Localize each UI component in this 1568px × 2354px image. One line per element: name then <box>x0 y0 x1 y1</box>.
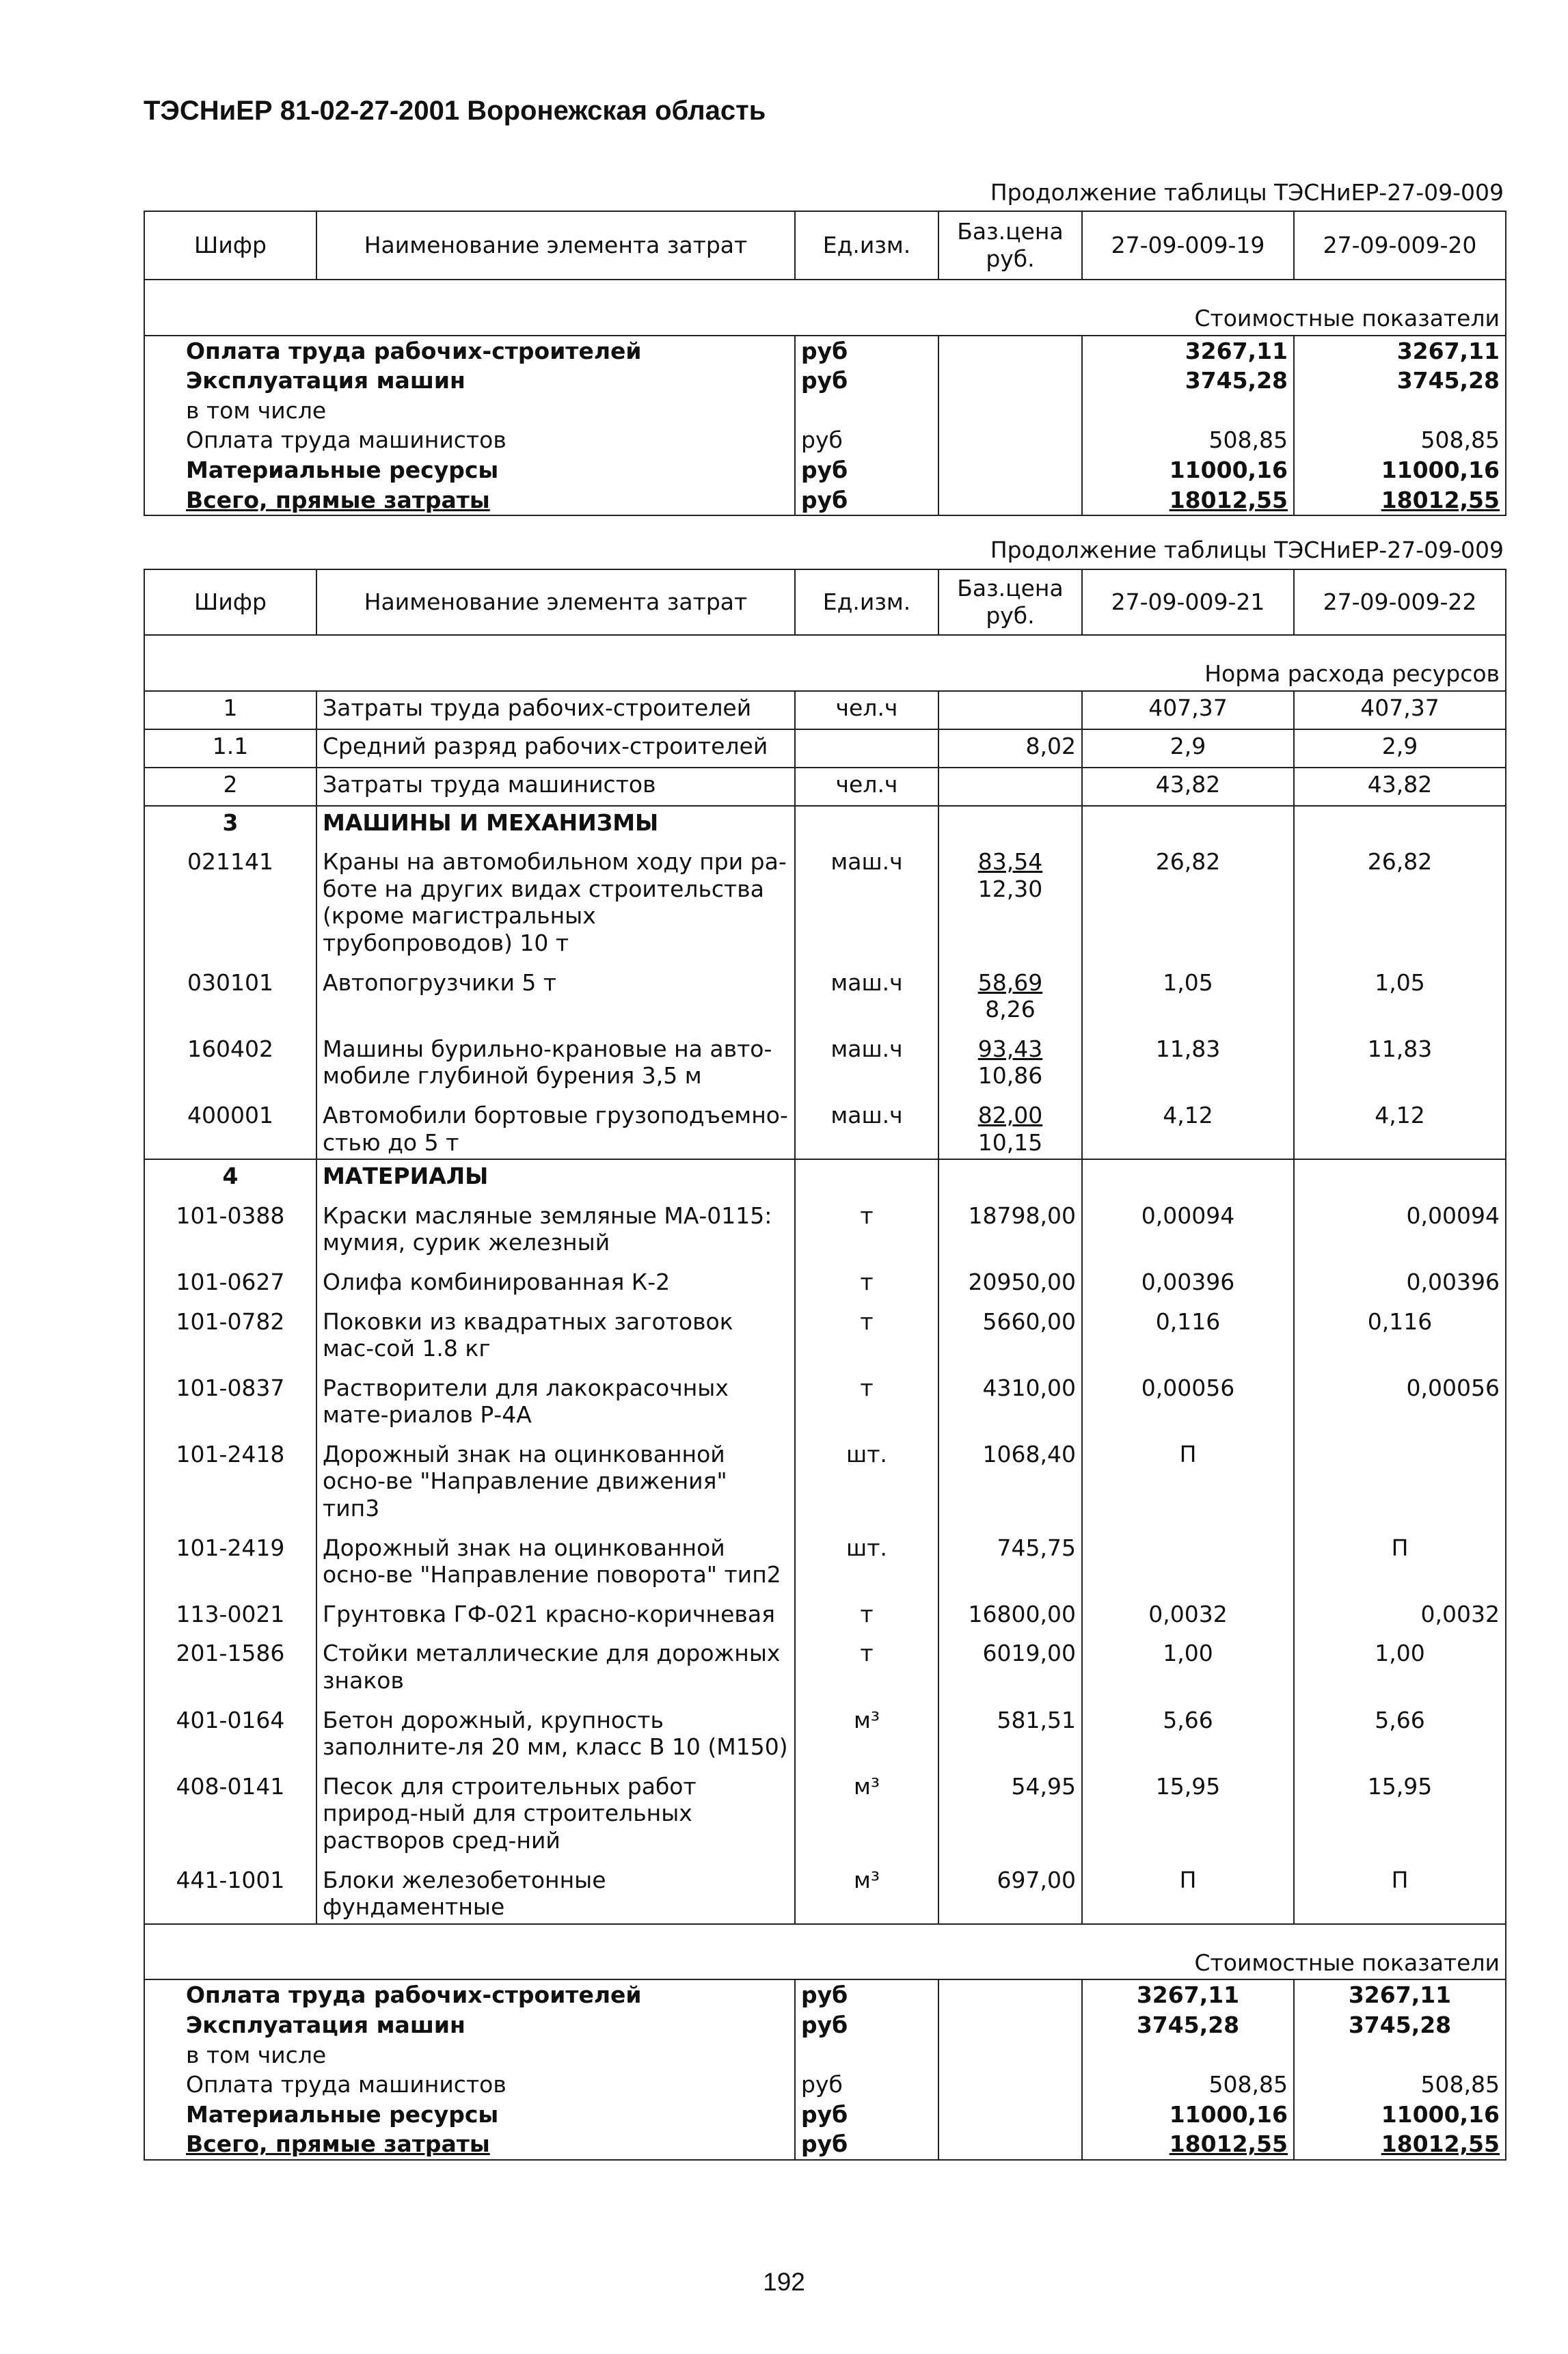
table-row <box>144 1365 1506 1431</box>
row-value-a: 2,9 <box>1082 729 1294 768</box>
row-unit: руб <box>795 1979 938 2010</box>
row-value-b <box>1294 1431 1506 1525</box>
row-value-b: 407,37 <box>1294 691 1506 729</box>
row-price <box>938 691 1082 729</box>
row-name: Растворители для лакокрасочных мате-риалов Р-4А <box>316 1365 795 1431</box>
row-price-1: 93,43 <box>977 1035 1043 1062</box>
row-unit: чел.ч <box>795 768 938 806</box>
row-price: 5660,00 <box>938 1299 1082 1365</box>
row-price <box>938 960 1082 1026</box>
row-unit: чел.ч <box>795 691 938 729</box>
row-value-a: 0,116 <box>1082 1299 1294 1365</box>
row-unit: маш.ч <box>795 1026 938 1092</box>
row-value-a: 0,00094 <box>1082 1193 1294 1259</box>
row-name: Материальные ресурсы <box>144 455 795 485</box>
row-code: 021141 <box>144 839 316 959</box>
col-code-header: Шифр <box>144 211 316 280</box>
row-value-b: 0,00094 <box>1294 1193 1506 1259</box>
row-price-2: 10,86 <box>977 1062 1043 1090</box>
row-unit: руб <box>795 366 938 396</box>
table-row <box>144 1857 1506 1924</box>
row-name: в том числе <box>144 396 795 426</box>
table1-section-row <box>144 280 1506 336</box>
table-row <box>144 1092 1506 1159</box>
row-value-a: 3267,11 <box>1082 1979 1294 2010</box>
row-value-a: 407,37 <box>1082 691 1294 729</box>
row-value-a: 508,85 <box>1082 2070 1294 2100</box>
row-code: 201-1586 <box>144 1630 316 1696</box>
table-row <box>144 1630 1506 1696</box>
row-value-b: 0,00396 <box>1294 1259 1506 1299</box>
row-name: Олифа комбинированная К-2 <box>316 1259 795 1299</box>
table-row <box>144 1299 1506 1365</box>
row-name: Дорожный знак на оцинкованной осно-ве "Направление поворота" тип2 <box>316 1525 795 1591</box>
row-name: Краны на автомобильном ходу при ра-боте на других видах строительства (кроме магистральных трубопроводов) 10 т <box>316 839 795 959</box>
table-row <box>144 485 1506 516</box>
row-unit: шт. <box>795 1431 938 1525</box>
row-name: Песок для строительных работ природ-ный для строительных растворов сред-ний <box>316 1763 795 1857</box>
row-price: 4310,00 <box>938 1365 1082 1431</box>
table-row <box>144 1026 1506 1092</box>
col-unit-header: Ед.изм. <box>795 211 938 280</box>
col-b-header: 27-09-009-20 <box>1294 211 1506 280</box>
col-unit-header: Ед.изм. <box>795 569 938 635</box>
row-value-a: 1,05 <box>1082 960 1294 1026</box>
section-header-row <box>144 1159 1506 1193</box>
row-value-a: П <box>1082 1857 1294 1924</box>
row-value-b: 1,05 <box>1294 960 1506 1026</box>
row-value-b: 508,85 <box>1294 425 1506 455</box>
row-price <box>938 1026 1082 1092</box>
row-price-1: 82,00 <box>977 1101 1043 1128</box>
row-unit: м³ <box>795 1763 938 1857</box>
row-code: 101-2418 <box>144 1431 316 1525</box>
page-number: 192 <box>763 2268 805 2296</box>
row-name: Эксплуатация машин <box>144 2010 795 2040</box>
table-row <box>144 1979 1506 2010</box>
row-code: 3 <box>144 806 316 839</box>
row-name: Оплата труда машинистов <box>144 425 795 455</box>
row-name: Грунтовка ГФ-021 красно-коричневая <box>316 1591 795 1631</box>
row-code: 101-0782 <box>144 1299 316 1365</box>
row-code: 101-0837 <box>144 1365 316 1431</box>
row-code: 030101 <box>144 960 316 1026</box>
row-price-2: 12,30 <box>977 875 1043 902</box>
col-b-header: 27-09-009-22 <box>1294 569 1506 635</box>
table2-caption: Продолжение таблицы ТЭСНиЕР-27-09-009 <box>990 537 1504 563</box>
table-row <box>144 455 1506 485</box>
row-price-1: 83,54 <box>977 848 1043 876</box>
row-value-a: 3745,28 <box>1082 366 1294 396</box>
row-value-a: 0,00396 <box>1082 1259 1294 1299</box>
row-value-b: 2,9 <box>1294 729 1506 768</box>
row-value-a: 3267,11 <box>1082 336 1294 366</box>
table-row <box>144 425 1506 455</box>
row-value-b: 26,82 <box>1294 839 1506 959</box>
row-unit: руб <box>795 425 938 455</box>
section-title: Стоимостные показатели <box>144 280 1506 336</box>
row-unit: т <box>795 1193 938 1259</box>
table-row <box>144 960 1506 1026</box>
table-row <box>144 729 1506 768</box>
row-unit: маш.ч <box>795 1092 938 1159</box>
col-a-header: 27-09-009-21 <box>1082 569 1294 635</box>
table-row <box>144 1697 1506 1763</box>
row-name: Блоки железобетонные фундаментные <box>316 1857 795 1924</box>
table2-section-cost-row <box>144 1924 1506 1980</box>
row-value-b: 0,0032 <box>1294 1591 1506 1631</box>
row-price <box>938 839 1082 959</box>
row-value-a: 4,12 <box>1082 1092 1294 1159</box>
col-price-header-line2: руб. <box>986 245 1035 272</box>
row-code: 2 <box>144 768 316 806</box>
table-row <box>144 2010 1506 2040</box>
row-unit: маш.ч <box>795 839 938 959</box>
row-name: Автомобили бортовые грузоподъемно-стью до 5 т <box>316 1092 795 1159</box>
row-value-b: 18012,55 <box>1294 2129 1506 2160</box>
table-row <box>144 691 1506 729</box>
row-price: 18798,00 <box>938 1193 1082 1259</box>
row-value-b: 3267,11 <box>1294 1979 1506 2010</box>
table-row <box>144 1193 1506 1259</box>
row-value-a: П <box>1082 1431 1294 1525</box>
row-price: 16800,00 <box>938 1591 1082 1631</box>
table-row <box>144 336 1506 366</box>
row-value-b: П <box>1294 1525 1506 1591</box>
row-price: 745,75 <box>938 1525 1082 1591</box>
row-value-b: 15,95 <box>1294 1763 1506 1857</box>
row-name: МАШИНЫ И МЕХАНИЗМЫ <box>316 806 795 839</box>
section-title: Норма расхода ресурсов <box>144 635 1506 691</box>
table1 <box>144 211 1506 516</box>
row-name: Материальные ресурсы <box>144 2100 795 2130</box>
row-value-b: 5,66 <box>1294 1697 1506 1763</box>
col-price-header-line2: руб. <box>986 602 1035 629</box>
section-header-row <box>144 806 1506 839</box>
row-value-a: 11000,16 <box>1082 455 1294 485</box>
table-row <box>144 1525 1506 1591</box>
table-row <box>144 2070 1506 2100</box>
page-header: ТЭСНиЕР 81-02-27-2001 Воронежская область <box>144 96 766 126</box>
row-unit: руб <box>795 336 938 366</box>
table2-header-row <box>144 569 1506 635</box>
row-unit: руб <box>795 2010 938 2040</box>
col-name-header: Наименование элемента затрат <box>316 211 795 280</box>
table-row <box>144 768 1506 806</box>
row-name: Бетон дорожный, крупность заполните-ля 20 мм, класс В 10 (М150) <box>316 1697 795 1763</box>
row-code: 101-0627 <box>144 1259 316 1299</box>
col-price-header <box>938 569 1082 635</box>
row-unit: т <box>795 1259 938 1299</box>
row-unit: руб <box>795 485 938 516</box>
table-row <box>144 2040 1506 2070</box>
table-row <box>144 1591 1506 1631</box>
row-price <box>938 1092 1082 1159</box>
row-value-b: 3745,28 <box>1294 2010 1506 2040</box>
col-name-header: Наименование элемента затрат <box>316 569 795 635</box>
table2 <box>144 569 1506 2161</box>
row-value-b: 11000,16 <box>1294 455 1506 485</box>
table-row <box>144 396 1506 426</box>
row-code: 401-0164 <box>144 1697 316 1763</box>
section-title: Стоимостные показатели <box>144 1924 1506 1980</box>
row-value-a <box>1082 1525 1294 1591</box>
col-code-header: Шифр <box>144 569 316 635</box>
row-code: 101-0388 <box>144 1193 316 1259</box>
row-value-b: 4,12 <box>1294 1092 1506 1159</box>
col-price-header <box>938 211 1082 280</box>
row-price: 20950,00 <box>938 1259 1082 1299</box>
row-unit: т <box>795 1591 938 1631</box>
col-price-header-line1: Баз.цена <box>957 218 1064 245</box>
row-value-b: 11,83 <box>1294 1026 1506 1092</box>
table-row <box>144 839 1506 959</box>
row-value-a: 3745,28 <box>1082 2010 1294 2040</box>
table-row <box>144 366 1506 396</box>
row-value-a: 0,0032 <box>1082 1591 1294 1631</box>
row-price: 6019,00 <box>938 1630 1082 1696</box>
row-name: Всего, прямые затраты <box>144 485 795 516</box>
row-unit: м³ <box>795 1697 938 1763</box>
row-value-b: П <box>1294 1857 1506 1924</box>
row-code: 160402 <box>144 1026 316 1092</box>
row-value-a: 18012,55 <box>1082 2129 1294 2160</box>
row-code: 400001 <box>144 1092 316 1159</box>
row-code: 101-2419 <box>144 1525 316 1591</box>
row-price <box>938 768 1082 806</box>
row-name: Машины бурильно-крановые на авто-мобиле глубиной бурения 3,5 м <box>316 1026 795 1092</box>
row-name: в том числе <box>144 2040 795 2070</box>
row-unit <box>795 729 938 768</box>
row-value-b: 3745,28 <box>1294 366 1506 396</box>
row-value-a: 43,82 <box>1082 768 1294 806</box>
row-unit: руб <box>795 2129 938 2160</box>
row-unit: руб <box>795 2070 938 2100</box>
row-value-b: 0,116 <box>1294 1299 1506 1365</box>
row-name: Затраты труда рабочих-строителей <box>316 691 795 729</box>
row-value-a: 15,95 <box>1082 1763 1294 1857</box>
row-unit: руб <box>795 2100 938 2130</box>
row-value-a: 18012,55 <box>1082 485 1294 516</box>
row-value-a: 11000,16 <box>1082 2100 1294 2130</box>
table2-section-norm-row <box>144 635 1506 691</box>
row-code: 4 <box>144 1159 316 1193</box>
row-price: 8,02 <box>938 729 1082 768</box>
row-name: Оплата труда рабочих-строителей <box>144 336 795 366</box>
row-unit: т <box>795 1299 938 1365</box>
table1-caption: Продолжение таблицы ТЭСНиЕР-27-09-009 <box>990 179 1504 206</box>
table-row <box>144 1763 1506 1857</box>
row-price-2: 10,15 <box>977 1128 1043 1156</box>
row-code: 441-1001 <box>144 1857 316 1924</box>
row-value-a: 11,83 <box>1082 1026 1294 1092</box>
row-value-a: 5,66 <box>1082 1697 1294 1763</box>
row-price: 54,95 <box>938 1763 1082 1857</box>
table-row <box>144 1259 1506 1299</box>
row-value-a: 26,82 <box>1082 839 1294 959</box>
row-name: Эксплуатация машин <box>144 366 795 396</box>
row-code: 113-0021 <box>144 1591 316 1631</box>
row-name: Оплата труда машинистов <box>144 2070 795 2100</box>
row-value-b: 508,85 <box>1294 2070 1506 2100</box>
row-unit: руб <box>795 455 938 485</box>
row-name: Автопогрузчики 5 т <box>316 960 795 1026</box>
row-name: Средний разряд рабочих-строителей <box>316 729 795 768</box>
row-unit: маш.ч <box>795 960 938 1026</box>
row-code: 408-0141 <box>144 1763 316 1857</box>
row-name: Краски масляные земляные МА-0115: мумия, сурик железный <box>316 1193 795 1259</box>
row-name: Дорожный знак на оцинкованной осно-ве "Направление движения" тип3 <box>316 1431 795 1525</box>
row-price-1: 58,69 <box>977 969 1043 996</box>
row-value-b: 0,00056 <box>1294 1365 1506 1431</box>
table-row <box>144 2100 1506 2130</box>
col-a-header: 27-09-009-19 <box>1082 211 1294 280</box>
table-row <box>144 1431 1506 1525</box>
row-value-a: 1,00 <box>1082 1630 1294 1696</box>
col-price-header-line1: Баз.цена <box>957 575 1064 602</box>
row-value-b: 43,82 <box>1294 768 1506 806</box>
row-price: 1068,40 <box>938 1431 1082 1525</box>
row-price: 581,51 <box>938 1697 1082 1763</box>
table-row <box>144 2129 1506 2160</box>
row-code: 1 <box>144 691 316 729</box>
table1-header-row <box>144 211 1506 280</box>
row-price-2: 8,26 <box>985 996 1036 1023</box>
row-unit: м³ <box>795 1857 938 1924</box>
row-value-b: 18012,55 <box>1294 485 1506 516</box>
row-name: Поковки из квадратных заготовок мас-сой 1.8 кг <box>316 1299 795 1365</box>
row-value-a: 0,00056 <box>1082 1365 1294 1431</box>
row-name: МАТЕРИАЛЫ <box>316 1159 795 1193</box>
row-unit: т <box>795 1630 938 1696</box>
row-name: Всего, прямые затраты <box>144 2129 795 2160</box>
row-name: Затраты труда машинистов <box>316 768 795 806</box>
row-value-b: 3267,11 <box>1294 336 1506 366</box>
row-price: 697,00 <box>938 1857 1082 1924</box>
row-code: 1.1 <box>144 729 316 768</box>
row-value-b: 11000,16 <box>1294 2100 1506 2130</box>
row-name: Оплата труда рабочих-строителей <box>144 1979 795 2010</box>
row-value-a: 508,85 <box>1082 425 1294 455</box>
row-name: Стойки металлические для дорожных знаков <box>316 1630 795 1696</box>
row-unit: т <box>795 1365 938 1431</box>
row-unit: шт. <box>795 1525 938 1591</box>
row-value-b: 1,00 <box>1294 1630 1506 1696</box>
